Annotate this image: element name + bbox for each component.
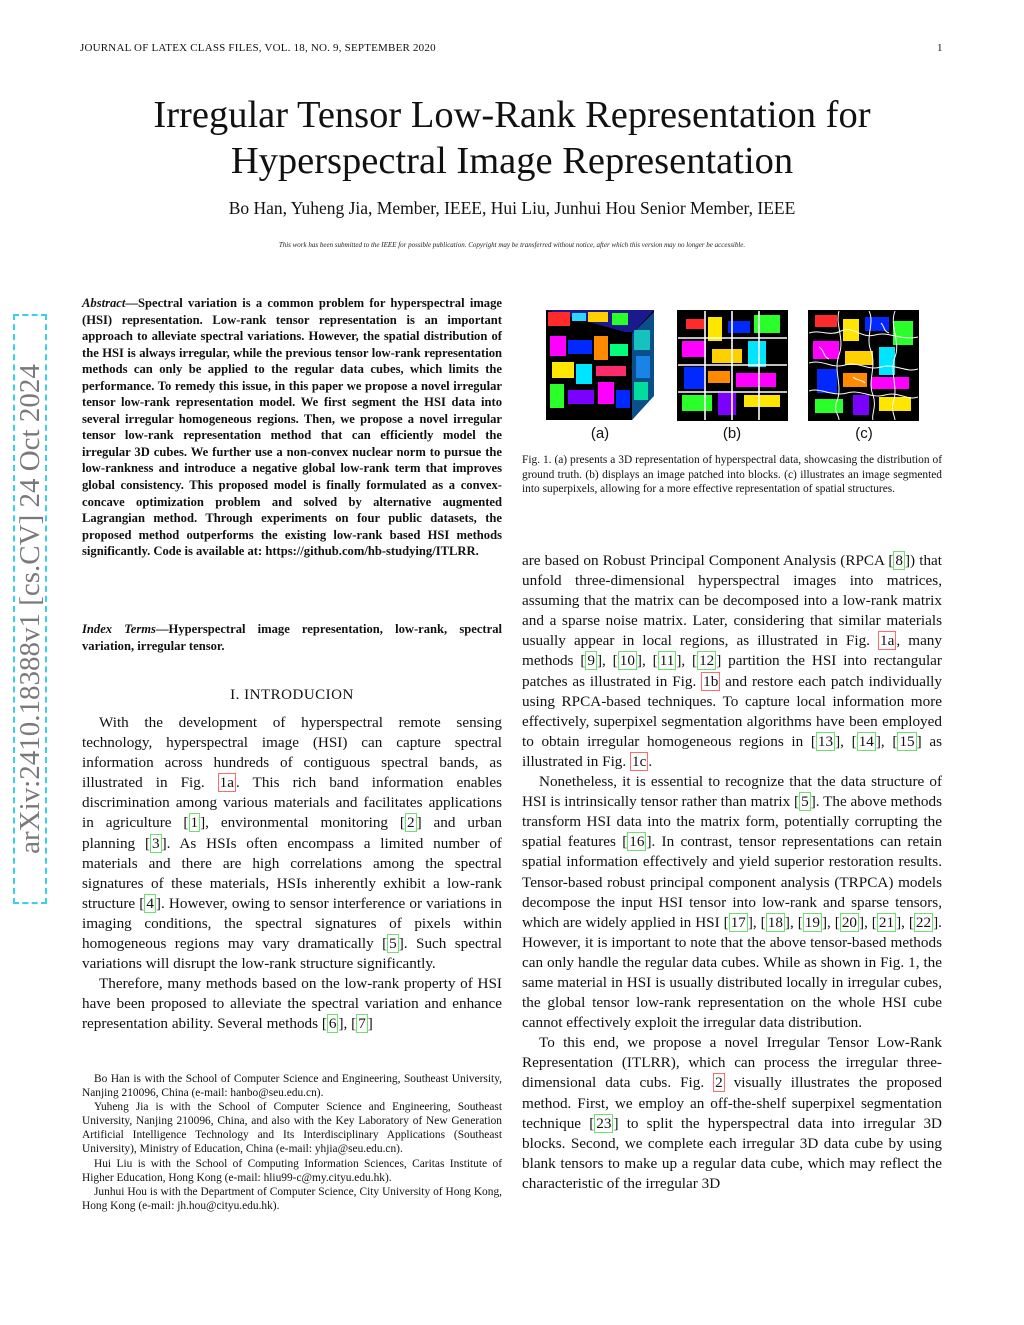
text-run: ], [ bbox=[636, 652, 658, 670]
text-run: ]. However, owing to sensor interference or variations in imaging conditions, the spectral signatures of pixels within homogeneous regions may vary dramatically [ bbox=[82, 894, 502, 953]
title-line-2: Hyperspectral Image Representation bbox=[230, 140, 794, 182]
paragraph bbox=[522, 551, 942, 772]
text-run: Nonetheless, it is essential to recognize that the data structure of HSI is intrinsically tensor rather than matrix [ bbox=[522, 773, 942, 811]
citation-link[interactable]: 5 bbox=[801, 793, 809, 811]
text-run: ], [ bbox=[875, 732, 898, 750]
text-run: visually illustrates the proposed method. First, we employ an off-the-shelf superpixel segmentation technique [ bbox=[522, 1074, 943, 1132]
text-run: ], [ bbox=[896, 913, 914, 931]
text-run: ]) that unfold three-dimensional hyperspectral images into matrices, assuming that the matrix can be decomposed into a low-rank matrix and a sparse noise matrix. Later, considering that similar materials usually appear in local regions, as illustrated in Fig. bbox=[522, 552, 943, 650]
text-run: , many methods [ bbox=[522, 632, 942, 670]
figure-panel-a-image bbox=[546, 310, 658, 420]
figure-link[interactable]: 1b bbox=[703, 672, 719, 690]
right-column-body bbox=[522, 551, 942, 1194]
citation-link[interactable]: 5 bbox=[389, 935, 397, 953]
text-run: ]. Such spectral variations will disrupt the low-rank structure significantly. bbox=[82, 935, 502, 973]
citation-link[interactable]: 8 bbox=[895, 552, 903, 569]
text-run: ] to split the hyperspectral data into irregular 3D blocks. Second, we complete each irregular 3D data cube by using blank tensors to make up a regular data cube, which may reflect the characteristic of the irregular 3D bbox=[522, 1114, 942, 1192]
text-run: ], [ bbox=[338, 1015, 357, 1033]
figure-label-c: (c) bbox=[855, 425, 873, 442]
figure-link[interactable]: 1a bbox=[880, 632, 895, 650]
citation-link[interactable]: 12 bbox=[699, 652, 715, 670]
text-run: ], environmental monitoring [ bbox=[200, 814, 405, 832]
author-list: Bo Han, Yuheng Jia, Member, IEEE, Hui Liu, Junhui Hou Senior Member, IEEE bbox=[228, 198, 796, 218]
text-run: ], [ bbox=[859, 913, 877, 931]
footnote: Junhui Hou is with the Department of Computer Science, City University of Hong Kong, Hong Kong (e-mail: jh.hou@cityu.edu.hk). bbox=[82, 1185, 502, 1212]
text-run: ], [ bbox=[821, 913, 840, 931]
abstract-text: —Spectral variation is a common problem for hyperspectral image (HSI) representation. Low-rank tensor representation is an important approach to alleviate spectral variations. However, the spatial distribution of the HSI is always irregular, while the previous tensor low-rank representation methods can only be applied to the regular data cubes, which limits the performance. To remedy this issue, in this paper we propose a novel irregular tensor low-rank representation model. We first segment the HSI data into several irregular homogeneous regions. Then, we propose a novel irregular tensor low-rank representation method that can efficiently model the irregular 3D cubes. We further use a non-convex nuclear norm to pursue the low-rankness and introduce a negative global low-rank term that improves global consistency. This proposed model is finally formulated as a convex-concave optimization problem and solved by alternative augmented Lagrangian method. Through experiments on four public datasets, the proposed method outperforms the existing low-rank based HSI methods significantly. Code is available at: https://github.com/hb-studying/ITLRR. bbox=[82, 296, 502, 559]
footnotes bbox=[82, 1072, 502, 1213]
arxiv-stamp[interactable]: arXiv:2410.18388v1 [cs.CV] 24 Oct 2024 bbox=[13, 314, 47, 904]
text-run: . bbox=[648, 752, 653, 770]
text-run: ] bbox=[367, 1015, 373, 1033]
citation-link[interactable]: 9 bbox=[587, 652, 595, 670]
figure-link[interactable]: 1a bbox=[219, 774, 235, 792]
citation-link[interactable]: 20 bbox=[841, 913, 858, 931]
citation-link[interactable]: 15 bbox=[899, 732, 915, 750]
citation-link[interactable]: 23 bbox=[596, 1114, 612, 1132]
text-run: and restore each patch individually using RPCA-based techniques. To capture local information more effectively, superpixel segmentation algorithms have been employed to obtain irregular homogeneous regions in [ bbox=[522, 672, 942, 750]
text-run: Therefore, many methods based on the low-rank property of HSI have been proposed to alleviate the spectral variation and enhance representation ability. Several methods [ bbox=[82, 975, 502, 1033]
citation-link[interactable]: 16 bbox=[629, 833, 645, 851]
text-run: ]. In contrast, tensor representations can retain spatial information effectively and yield superior restoration results. Tensor-based robust principal component analysis (TRPCA) models decompose the input HSI tensor into low-rank and sparse tensors, which are widely applied in HSI [ bbox=[522, 833, 943, 931]
citation-link[interactable]: 18 bbox=[767, 913, 783, 931]
text-run: ], [ bbox=[784, 913, 803, 931]
paragraph bbox=[82, 974, 502, 1034]
text-run: . This rich band information enables discrimination among various materials and facilitates applications in agriculture [ bbox=[82, 774, 503, 832]
footnote: Bo Han is with the School of Computer Science and Engineering, Southeast University, Nanjing 210096, China (e-mail: hanbo@seu.edu.cn). bbox=[82, 1073, 502, 1100]
figure-link[interactable]: 1c bbox=[632, 752, 647, 770]
citation-link[interactable]: 22 bbox=[915, 913, 932, 931]
citation-link[interactable]: 21 bbox=[878, 913, 895, 931]
text-run: ], [ bbox=[747, 913, 766, 931]
paper-title bbox=[0, 92, 1024, 184]
abstract bbox=[82, 295, 502, 560]
running-header: JOURNAL OF LATEX CLASS FILES, VOL. 18, NO. 9, SEPTEMBER 2020 bbox=[80, 42, 436, 54]
footnote: Yuheng Jia is with the School of Computer Science and Engineering, Southeast University, Nanjing 210096, China, and also with the Key Laboratory of New Generation Artificial Intelligence Technology and Its Interdisciplinary Applications (Southeast University), Ministry of Education, China (e-mail: yhjia@seu.edu.cn). bbox=[82, 1101, 502, 1156]
index-terms bbox=[82, 621, 502, 654]
citation-link[interactable]: 3 bbox=[152, 834, 160, 852]
figure-panel-b-image bbox=[677, 310, 788, 421]
citation-link[interactable]: 17 bbox=[730, 913, 746, 931]
citation-link[interactable]: 19 bbox=[804, 913, 820, 931]
citation-link[interactable]: 1 bbox=[190, 814, 199, 832]
citation-link[interactable]: 10 bbox=[619, 652, 635, 670]
text-run: ] as illustrated in Fig. bbox=[522, 732, 943, 770]
title-line-1: Irregular Tensor Low-Rank Representation for bbox=[153, 94, 871, 136]
text-run: To this end, we propose a novel Irregular Tensor Low-Rank Representation (ITLRR), which can process the irregular three-dimensional data cubs. Fig. bbox=[522, 1034, 942, 1092]
copyright-notice: This work has been submitted to the IEEE for possible publication. Copyright may be transferred without notice, after which this version may no longer be accessible. bbox=[278, 241, 746, 249]
figure-label-a: (a) bbox=[590, 425, 610, 442]
paragraph bbox=[522, 1033, 942, 1194]
paragraph bbox=[82, 713, 502, 974]
figure-caption: Fig. 1. (a) presents a 3D representation of hyperspectral data, showcasing the distribution of ground truth. (b) displays an image patched into blocks. (c) illustrates an image segmented into superpixels, allowing for a more effective representation of spatial structures. bbox=[522, 454, 942, 496]
text-run: ]. The above methods transform HSI data into the matrix form, potentially corrupting the spatial features [ bbox=[522, 793, 943, 851]
citation-link[interactable]: 4 bbox=[146, 894, 154, 912]
text-run: ] and urban planning [ bbox=[82, 814, 502, 852]
text-run: are based on Robust Principal Component Analysis (RPCA [ bbox=[522, 552, 894, 569]
text-run: With the development of hyperspectral remote sensing technology, hyperspectral image (HSI) can capture spectral information across hundreds of contiguous spectral bands, as illustrated in Fig. bbox=[82, 714, 502, 792]
index-terms-lead: Index Terms bbox=[82, 622, 156, 636]
text-run: ], [ bbox=[835, 732, 857, 750]
page-number: 1 bbox=[937, 42, 943, 54]
figure-link[interactable]: 2 bbox=[715, 1074, 723, 1092]
text-run: ], [ bbox=[596, 652, 618, 670]
text-run: ], [ bbox=[676, 652, 698, 670]
citation-link[interactable]: 13 bbox=[817, 732, 834, 750]
paragraph bbox=[522, 772, 942, 1033]
text-run: ]. As HSIs often encompass a limited number of materials and there are high correlations among the spectral signatures of these materials, HSIs inherently exhibit a low-rank structure [ bbox=[82, 834, 502, 912]
index-terms-text: —Hyperspectral image representation, low-rank, spectral variation, irregular tensor. bbox=[82, 622, 502, 653]
figure-label-b: (b) bbox=[722, 425, 742, 442]
abstract-lead: Abstract bbox=[82, 296, 126, 310]
citation-link[interactable]: 7 bbox=[358, 1015, 366, 1033]
citation-link[interactable]: 2 bbox=[406, 814, 415, 832]
citation-link[interactable]: 6 bbox=[328, 1015, 337, 1033]
text-run: ] partition the HSI into rectangular patches as illustrated in Fig. bbox=[522, 652, 942, 690]
text-run: ]. However, it is important to note that the above tensor-based methods can only handle the regular data cubes. While as shown in Fig. 1, the same material in HSI is usually distributed locally in irregular cubes, the global tensor low-rank representation on the whole HSI cube cannot effectively exploit the irregular data distribution. bbox=[522, 913, 942, 1032]
figure-panel-c-image bbox=[808, 310, 919, 421]
left-column-body bbox=[82, 713, 502, 1035]
footnote: Hui Liu is with the School of Computing Information Sciences, Caritas Institute of Higher Education, Hong Kong (e-mail: hliu99-c@my.cityu.edu.hk). bbox=[82, 1157, 502, 1184]
section-heading: I. INTRODUCION bbox=[230, 687, 354, 703]
citation-link[interactable]: 11 bbox=[659, 652, 675, 670]
citation-link[interactable]: 14 bbox=[858, 732, 874, 750]
